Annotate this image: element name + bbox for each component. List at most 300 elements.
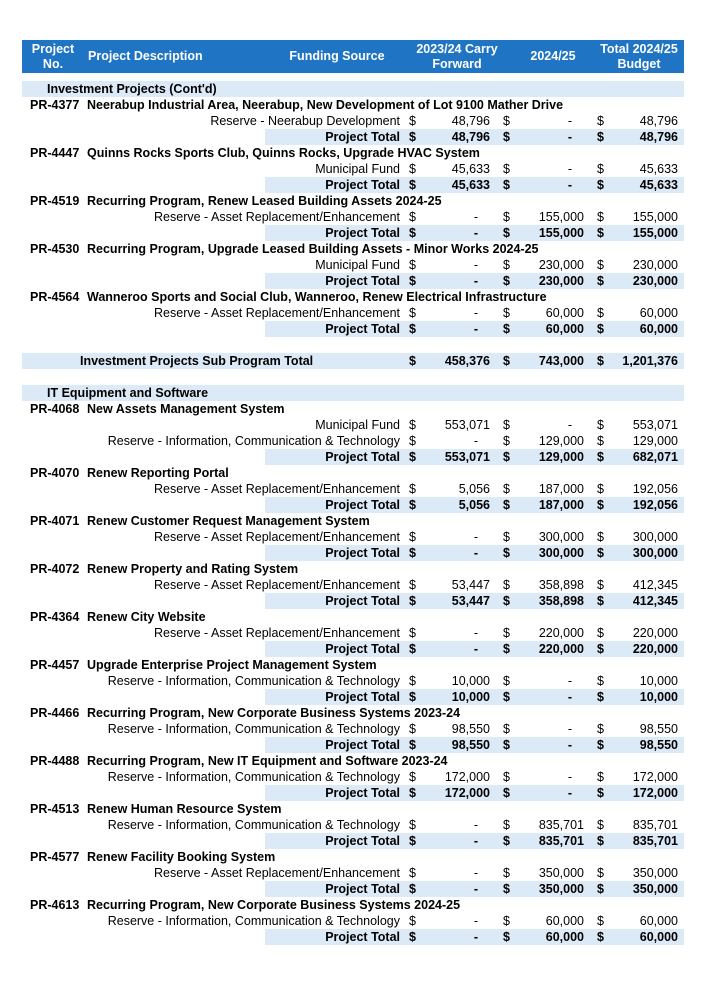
currency-symbol: $ [597,594,604,608]
sub-program-total-label: Investment Projects Sub Program Total [80,354,314,368]
year-2024-25-value: 300,000 [538,546,584,560]
total-budget-value: 412,345 [632,594,678,608]
carry-forward-value: 48,796 [451,114,490,128]
currency-symbol: $ [503,866,510,880]
currency-symbol: $ [503,914,510,928]
year-2024-25-value: 743,000 [538,354,584,368]
currency-symbol: $ [409,354,416,368]
currency-symbol: $ [597,722,604,736]
header-total-budget: Total 2024/25 Budget [600,42,678,71]
currency-symbol: $ [503,674,510,688]
currency-symbol: $ [597,866,604,880]
currency-symbol: $ [503,130,510,144]
project-description: Renew Human Resource System [87,802,282,816]
project-description: Recurring Program, New Corporate Business Systems 2023-24 [87,706,461,720]
year-2024-25-value: 300,000 [538,530,584,544]
currency-symbol: $ [597,882,604,896]
project-total-label: Project Total [325,450,400,464]
currency-symbol: $ [597,482,604,496]
project-number: PR-4530 [30,242,80,256]
table-header [22,40,684,73]
currency-symbol: $ [409,578,416,592]
project-number: PR-4068 [30,402,80,416]
year-2024-25-value: - [567,770,572,784]
project-description: Quinns Rocks Sports Club, Quinns Rocks, Upgrade HVAC System [87,146,480,160]
currency-symbol: $ [597,546,604,560]
currency-symbol: $ [503,738,510,752]
currency-symbol: $ [597,162,604,176]
funding-source: Reserve - Asset Replacement/Enhancement [154,210,400,224]
carry-forward-value: 172,000 [444,786,490,800]
year-2024-25-value: 60,000 [545,306,584,320]
currency-symbol: $ [409,114,416,128]
currency-symbol: $ [503,834,510,848]
budget-table-body [0,81,706,945]
year-2024-25-value: 358,898 [538,578,584,592]
total-budget-value: 98,550 [639,738,678,752]
project-number: PR-4377 [30,98,80,112]
header-carry-forward: 2023/24 Carry Forward [416,42,498,71]
project-total-row [0,641,706,657]
project-total-row [0,273,706,289]
carry-forward-value: 98,550 [451,738,490,752]
total-budget-value: 48,796 [639,114,678,128]
funding-row [0,113,706,129]
carry-forward-value: - [473,434,478,448]
project-number: PR-4513 [30,802,80,816]
currency-symbol: $ [409,178,416,192]
funding-row [0,481,706,497]
carry-forward-value: 5,056 [458,498,490,512]
currency-symbol: $ [503,722,510,736]
currency-symbol: $ [409,674,416,688]
currency-symbol: $ [409,258,416,272]
carry-forward-value: - [473,626,478,640]
funding-row [0,417,706,433]
funding-source: Reserve - Information, Communication & Technology [107,722,400,736]
carry-forward-value: - [473,306,478,320]
year-2024-25-value: - [567,162,572,176]
total-budget-value: 129,000 [632,434,678,448]
section-heading: IT Equipment and Software [47,386,209,400]
project-total-label: Project Total [325,546,400,560]
project-description: Recurring Program, Renew Leased Building Assets 2024-25 [87,194,442,208]
project-row [0,897,706,913]
funding-source: Municipal Fund [315,162,400,176]
header-2024-25: 2024/25 [530,49,576,63]
year-2024-25-value: 835,701 [538,834,584,848]
currency-symbol: $ [597,914,604,928]
currency-symbol: $ [597,818,604,832]
carry-forward-value: 10,000 [451,690,490,704]
currency-symbol: $ [409,642,416,656]
carry-forward-value: 48,796 [451,130,490,144]
project-total-label: Project Total [325,322,400,336]
carry-forward-value: - [473,546,478,560]
currency-symbol: $ [503,450,510,464]
project-total-row [0,593,706,609]
total-budget-value: 835,701 [632,834,678,848]
funding-row [0,577,706,593]
funding-source: Reserve - Asset Replacement/Enhancement [154,866,400,880]
year-2024-25-value: - [567,738,572,752]
currency-symbol: $ [409,930,416,944]
project-row [0,849,706,865]
sub-program-total-row [0,353,706,369]
project-description: Recurring Program, Upgrade Leased Building Assets - Minor Works 2024-25 [87,242,539,256]
project-row [0,561,706,577]
project-total-label: Project Total [325,130,400,144]
project-total-label: Project Total [325,498,400,512]
year-2024-25-value: 230,000 [538,258,584,272]
project-description: Neerabup Industrial Area, Neerabup, New Development of Lot 9100 Mather Drive [87,98,564,112]
total-budget-value: 155,000 [632,210,678,224]
total-budget-value: 1,201,376 [622,354,678,368]
funding-source: Reserve - Information, Communication & Technology [107,818,400,832]
currency-symbol: $ [409,210,416,224]
total-budget-value: 230,000 [632,258,678,272]
currency-symbol: $ [503,498,510,512]
funding-source: Reserve - Asset Replacement/Enhancement [154,578,400,592]
project-total-row [0,129,706,145]
project-total-row [0,689,706,705]
currency-symbol: $ [597,530,604,544]
year-2024-25-value: - [567,114,572,128]
total-budget-value: 60,000 [639,306,678,320]
project-number: PR-4071 [30,514,80,528]
currency-symbol: $ [597,738,604,752]
project-row [0,97,706,113]
currency-symbol: $ [409,770,416,784]
project-total-label: Project Total [325,274,400,288]
currency-symbol: $ [409,130,416,144]
currency-symbol: $ [503,162,510,176]
project-total-row [0,785,706,801]
currency-symbol: $ [409,162,416,176]
currency-symbol: $ [597,578,604,592]
carry-forward-value: - [473,882,478,896]
total-budget-value: 350,000 [632,882,678,896]
year-2024-25-value: 835,701 [538,818,584,832]
carry-forward-value: - [473,226,478,240]
total-budget-value: 60,000 [639,914,678,928]
currency-symbol: $ [409,306,416,320]
carry-forward-value: - [473,930,478,944]
funding-row [0,529,706,545]
section-heading: Investment Projects (Cont'd) [47,82,217,96]
carry-forward-value: - [473,530,478,544]
project-total-row [0,881,706,897]
project-number: PR-4519 [30,194,80,208]
project-number: PR-4613 [30,898,80,912]
currency-symbol: $ [597,450,604,464]
currency-symbol: $ [503,690,510,704]
currency-symbol: $ [503,418,510,432]
total-budget-value: 300,000 [632,546,678,560]
year-2024-25-value: 220,000 [538,642,584,656]
currency-symbol: $ [597,226,604,240]
currency-symbol: $ [409,434,416,448]
total-budget-value: 172,000 [632,786,678,800]
carry-forward-value: - [473,866,478,880]
project-total-row [0,929,706,945]
currency-symbol: $ [409,882,416,896]
year-2024-25-value: 129,000 [538,434,584,448]
currency-symbol: $ [409,322,416,336]
project-row [0,705,706,721]
project-row [0,801,706,817]
project-total-row [0,737,706,753]
year-2024-25-value: - [567,178,572,192]
currency-symbol: $ [503,322,510,336]
project-row [0,465,706,481]
carry-forward-value: 45,633 [451,178,490,192]
project-total-label: Project Total [325,178,400,192]
currency-symbol: $ [503,882,510,896]
carry-forward-value: - [473,642,478,656]
year-2024-25-value: 350,000 [538,866,584,880]
currency-symbol: $ [503,930,510,944]
currency-symbol: $ [597,690,604,704]
project-description: Recurring Program, New Corporate Business Systems 2024-25 [87,898,461,912]
carry-forward-value: - [473,834,478,848]
currency-symbol: $ [409,818,416,832]
total-budget-value: 230,000 [632,274,678,288]
section-heading-row [0,385,706,401]
total-budget-value: 220,000 [632,642,678,656]
project-total-label: Project Total [325,882,400,896]
total-budget-value: 835,701 [632,818,678,832]
year-2024-25-value: 60,000 [545,914,584,928]
carry-forward-value: - [473,258,478,272]
project-total-label: Project Total [325,226,400,240]
currency-symbol: $ [409,914,416,928]
project-number: PR-4466 [30,706,80,720]
funding-source: Municipal Fund [315,258,400,272]
currency-symbol: $ [597,434,604,448]
currency-symbol: $ [503,434,510,448]
project-total-row [0,225,706,241]
total-budget-value: 48,796 [639,130,678,144]
year-2024-25-value: 60,000 [545,930,584,944]
currency-symbol: $ [503,210,510,224]
currency-symbol: $ [503,274,510,288]
total-budget-value: 45,633 [639,162,678,176]
currency-symbol: $ [503,354,510,368]
project-total-label: Project Total [325,930,400,944]
currency-symbol: $ [503,178,510,192]
project-total-row [0,545,706,561]
currency-symbol: $ [597,498,604,512]
year-2024-25-value: - [567,690,572,704]
funding-row [0,161,706,177]
funding-row [0,865,706,881]
total-budget-value: 60,000 [639,930,678,944]
currency-symbol: $ [597,354,604,368]
project-number: PR-4447 [30,146,80,160]
project-total-row [0,449,706,465]
funding-source: Reserve - Information, Communication & Technology [107,914,400,928]
carry-forward-value: 53,447 [451,594,490,608]
currency-symbol: $ [409,546,416,560]
currency-symbol: $ [597,930,604,944]
year-2024-25-value: 220,000 [538,626,584,640]
carry-forward-value: - [473,210,478,224]
currency-symbol: $ [597,114,604,128]
year-2024-25-value: - [567,722,572,736]
currency-symbol: $ [409,450,416,464]
total-budget-value: 10,000 [639,690,678,704]
carry-forward-value: 45,633 [451,162,490,176]
funding-row [0,817,706,833]
carry-forward-value: 458,376 [444,354,490,368]
currency-symbol: $ [597,834,604,848]
project-row [0,513,706,529]
year-2024-25-value: 230,000 [538,274,584,288]
funding-row [0,721,706,737]
year-2024-25-value: 187,000 [538,482,584,496]
total-budget-value: 192,056 [632,482,678,496]
currency-symbol: $ [503,258,510,272]
project-total-label: Project Total [325,834,400,848]
currency-symbol: $ [409,226,416,240]
project-number: PR-4577 [30,850,80,864]
project-description: New Assets Management System [87,402,285,416]
currency-symbol: $ [503,546,510,560]
currency-symbol: $ [597,306,604,320]
currency-symbol: $ [409,722,416,736]
currency-symbol: $ [503,530,510,544]
carry-forward-value: - [473,322,478,336]
project-total-row [0,497,706,513]
project-total-row [0,833,706,849]
total-budget-value: 45,633 [639,178,678,192]
project-row [0,753,706,769]
funding-source: Reserve - Asset Replacement/Enhancement [154,530,400,544]
funding-row [0,769,706,785]
project-description: Upgrade Enterprise Project Management System [87,658,377,672]
header-project-description: Project Description [88,49,203,63]
funding-row [0,433,706,449]
currency-symbol: $ [503,594,510,608]
currency-symbol: $ [409,498,416,512]
currency-symbol: $ [597,626,604,640]
currency-symbol: $ [597,786,604,800]
currency-symbol: $ [503,818,510,832]
carry-forward-value: 553,071 [444,450,490,464]
currency-symbol: $ [597,642,604,656]
project-number: PR-4488 [30,754,80,768]
year-2024-25-value: 187,000 [538,498,584,512]
section-heading-row [0,81,706,97]
currency-symbol: $ [503,482,510,496]
project-description: Recurring Program, New IT Equipment and Software 2023-24 [87,754,448,768]
carry-forward-value: 10,000 [451,674,490,688]
funding-source: Reserve - Asset Replacement/Enhancement [154,626,400,640]
funding-source: Municipal Fund [315,418,400,432]
currency-symbol: $ [503,642,510,656]
spacer-row [0,369,706,385]
project-row [0,401,706,417]
project-row [0,609,706,625]
currency-symbol: $ [503,226,510,240]
currency-symbol: $ [503,306,510,320]
currency-symbol: $ [409,594,416,608]
funding-row [0,305,706,321]
currency-symbol: $ [597,770,604,784]
project-total-row [0,177,706,193]
total-budget-value: 98,550 [639,722,678,736]
currency-symbol: $ [409,834,416,848]
project-total-label: Project Total [325,738,400,752]
total-budget-value: 412,345 [632,578,678,592]
funding-row [0,673,706,689]
currency-symbol: $ [503,578,510,592]
project-number: PR-4364 [30,610,80,624]
currency-symbol: $ [409,738,416,752]
carry-forward-value: 553,071 [444,418,490,432]
project-number: PR-4457 [30,658,80,672]
year-2024-25-value: 358,898 [538,594,584,608]
funding-source: Reserve - Information, Communication & Technology [107,674,400,688]
project-description: Renew Reporting Portal [87,466,229,480]
header-funding-source: Funding Source [289,49,385,63]
project-row [0,657,706,673]
funding-row [0,625,706,641]
funding-row [0,209,706,225]
project-number: PR-4072 [30,562,80,576]
year-2024-25-value: - [567,674,572,688]
currency-symbol: $ [409,626,416,640]
total-budget-value: 300,000 [632,530,678,544]
carry-forward-value: - [473,274,478,288]
carry-forward-value: 98,550 [451,722,490,736]
funding-source: Reserve - Information, Communication & Technology [107,770,400,784]
carry-forward-value: - [473,818,478,832]
project-total-label: Project Total [325,690,400,704]
currency-symbol: $ [409,482,416,496]
currency-symbol: $ [409,418,416,432]
funding-source: Reserve - Information, Communication & Technology [107,434,400,448]
project-description: Renew City Website [87,610,206,624]
currency-symbol: $ [597,418,604,432]
currency-symbol: $ [597,130,604,144]
project-number: PR-4070 [30,466,80,480]
total-budget-value: 10,000 [639,674,678,688]
project-total-label: Project Total [325,594,400,608]
currency-symbol: $ [597,274,604,288]
project-number: PR-4564 [30,290,80,304]
year-2024-25-value: 350,000 [538,882,584,896]
spacer-row [0,337,706,353]
total-budget-value: 682,071 [632,450,678,464]
project-row [0,241,706,257]
year-2024-25-value: - [567,130,572,144]
project-row [0,145,706,161]
carry-forward-value: - [473,914,478,928]
currency-symbol: $ [503,114,510,128]
year-2024-25-value: 60,000 [545,322,584,336]
currency-symbol: $ [503,626,510,640]
year-2024-25-value: 129,000 [538,450,584,464]
project-total-row [0,321,706,337]
currency-symbol: $ [409,786,416,800]
funding-row [0,257,706,273]
currency-symbol: $ [597,674,604,688]
currency-symbol: $ [409,274,416,288]
carry-forward-value: 53,447 [451,578,490,592]
total-budget-value: 172,000 [632,770,678,784]
